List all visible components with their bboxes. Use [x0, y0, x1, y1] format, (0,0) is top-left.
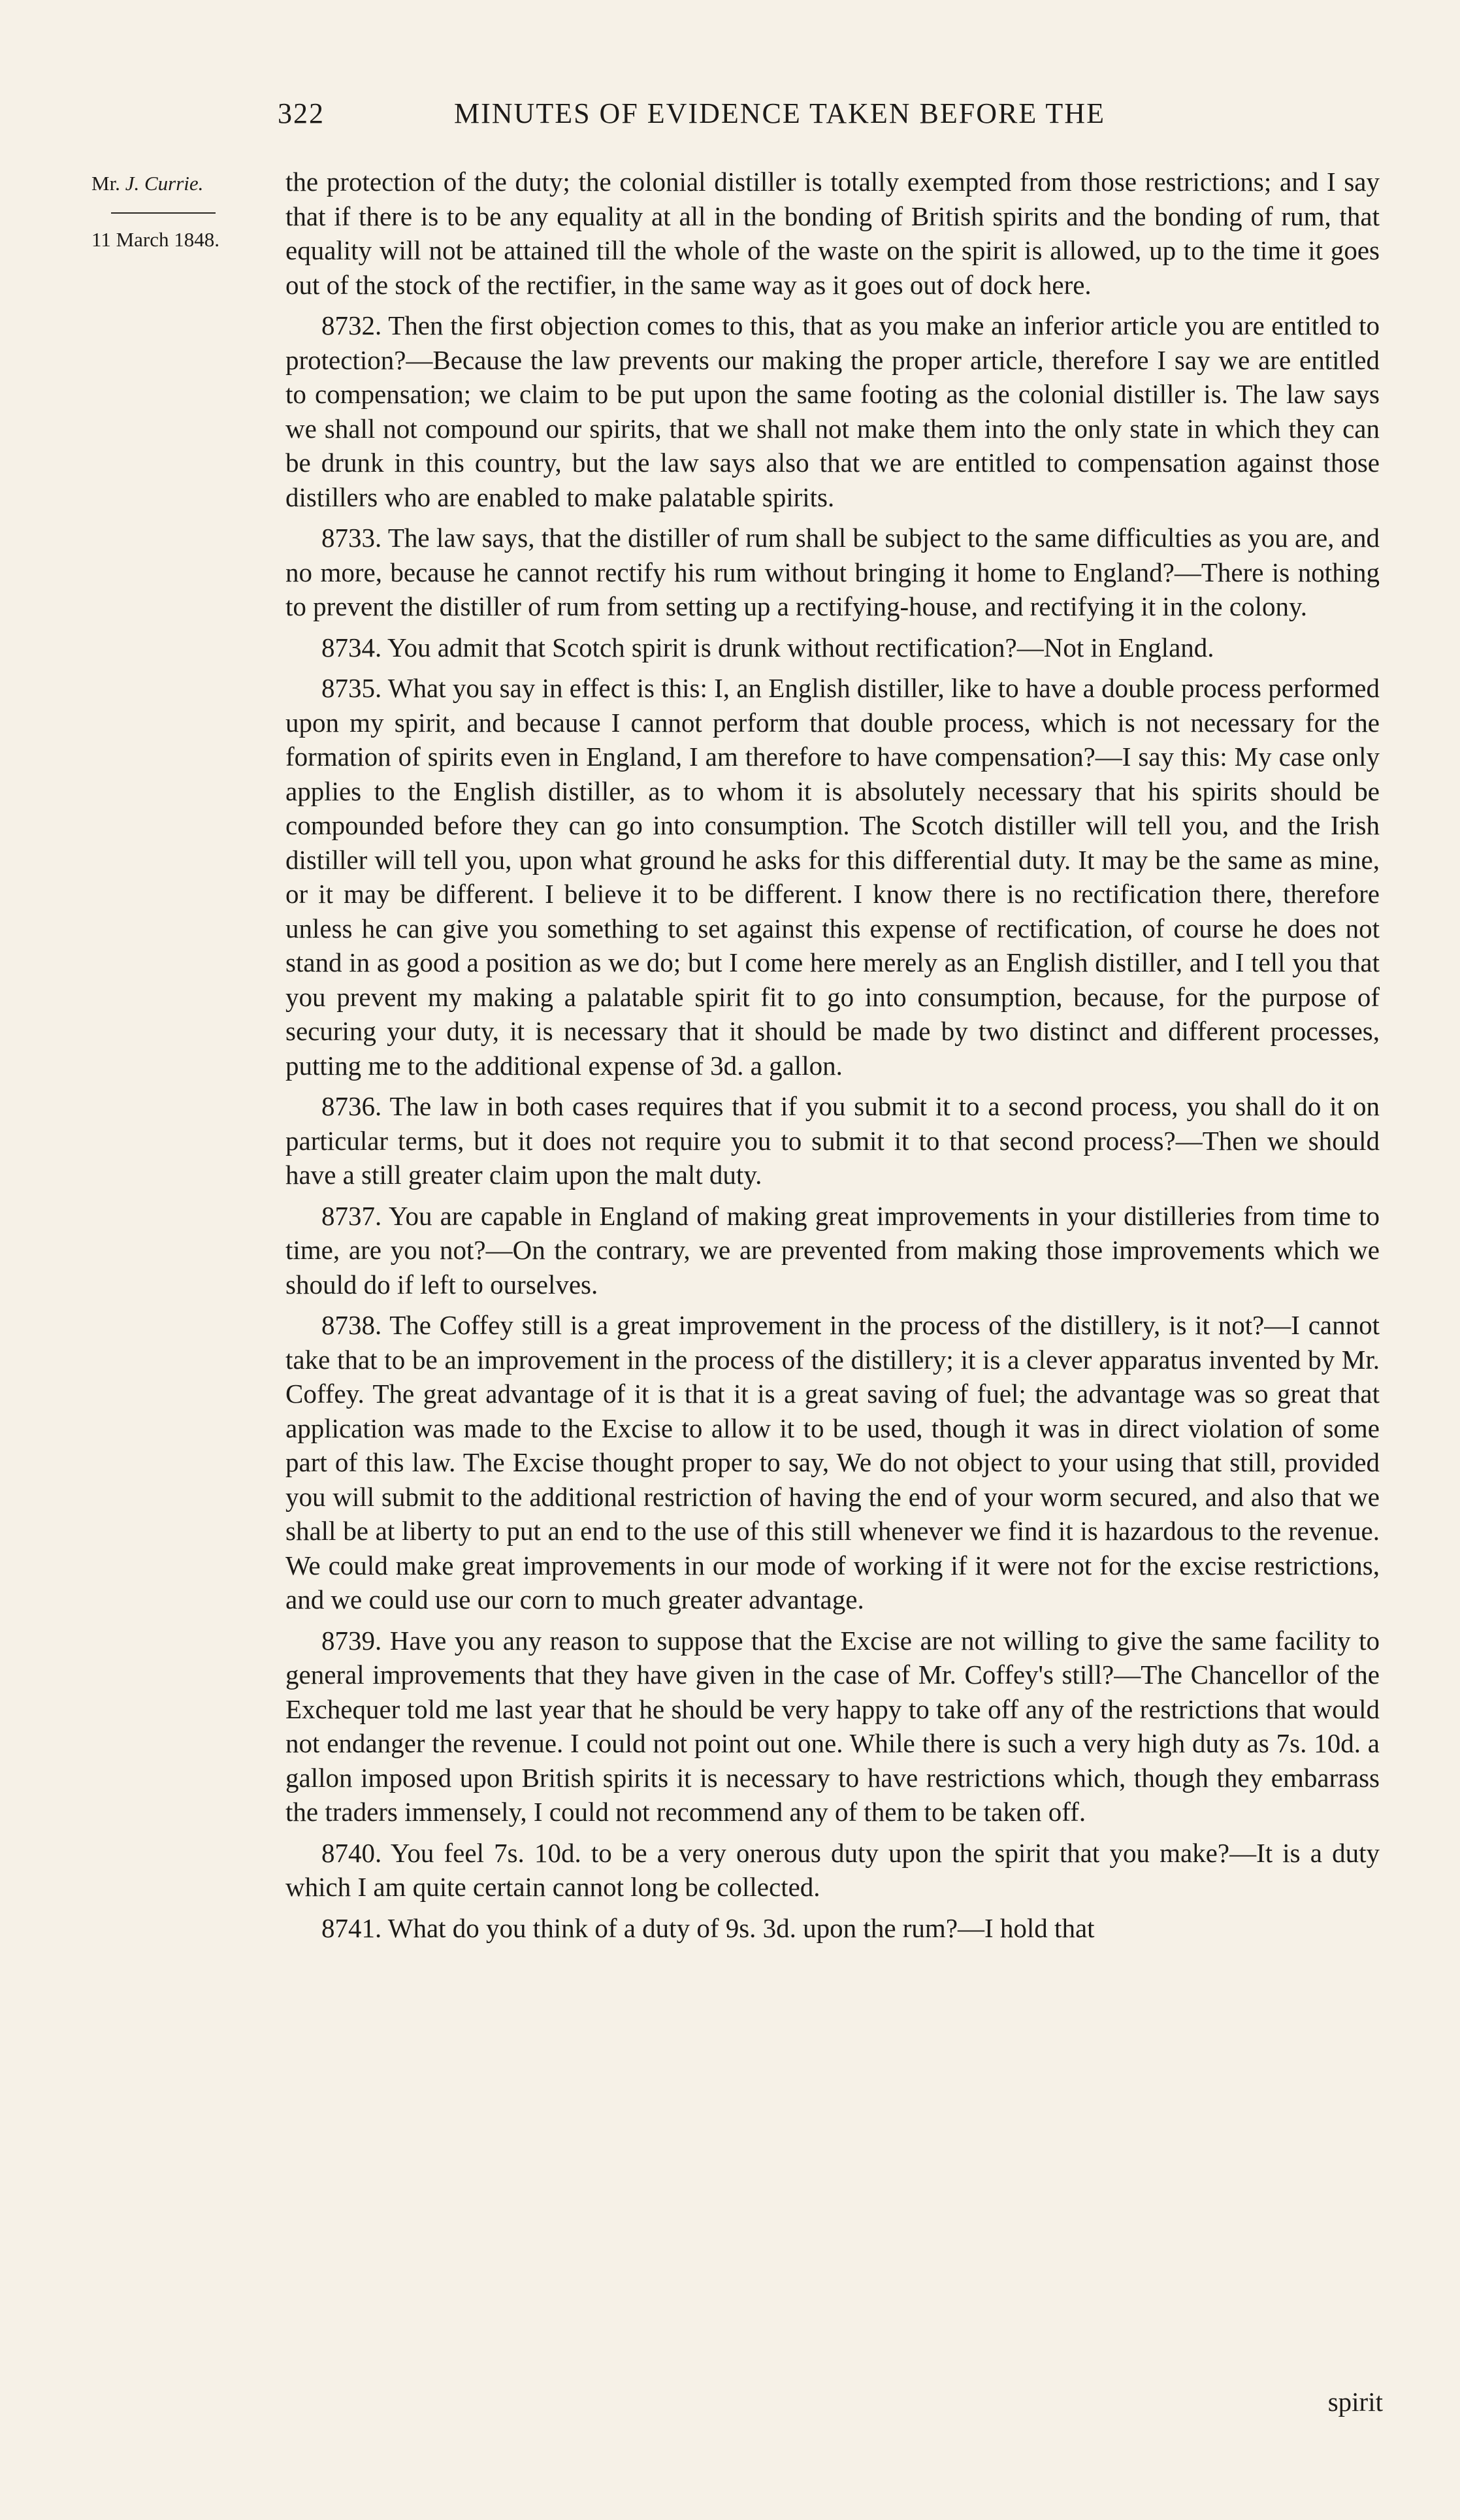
question-number: 8736. [321, 1091, 382, 1121]
question-number: 8740. [321, 1837, 382, 1868]
evidence-date: 11 March 1848. [91, 228, 220, 251]
paragraph-text: You are capable in England of making great improvements in your distilleries from time to time, are you not?—On the contrary, we are prevented from making those improvements which we should do if left to ourselves. [285, 1200, 1380, 1300]
paragraph [285, 1836, 1380, 1905]
question-number: 8735. [321, 673, 382, 703]
paragraph [285, 165, 1380, 302]
paragraph [285, 1624, 1380, 1829]
running-title: MINUTES OF EVIDENCE TAKEN BEFORE THE [454, 97, 1105, 129]
witness-name-line [91, 167, 281, 201]
witness-prefix: Mr. [91, 172, 125, 195]
paragraph-text: What do you think of a duty of 9s. 3d. upon the rum?—I hold that [387, 1912, 1095, 1943]
page-number: 322 [278, 97, 325, 129]
paragraph [285, 521, 1380, 624]
paragraph [285, 1089, 1380, 1192]
paragraph-text: The law in both cases requires that if you submit it to a second process, you shall do it on particular terms, but it does not require you to submit it to that second process?—Then we should have a still greater claim upon the malt duty. [285, 1091, 1380, 1190]
witness-name: J. Currie. [125, 172, 204, 195]
question-number: 8734. [321, 632, 382, 663]
paragraph [285, 1308, 1380, 1617]
paragraph [285, 308, 1380, 514]
question-number: 8737. [321, 1200, 382, 1231]
paragraph-text: The Coffey still is a great improvement in the process of the distillery, is it not?—I cannot take that to be an improvement in the process of the distillery; it is a clever apparatus invented by Mr. Coffey. The great advantage of it is that it is a great saving of fuel; the advantage was so great that application was made to the Excise to allow it to be used, though it was in direct violation of some part of this law. The Excise thought proper to say, We do not object to your using that still, provided you will submit to the additional restriction of having the end of your worm secured, and also that we shall be at liberty to put an end to the use of this still whenever we find it is hazardous to the revenue. We could make great improvements in our mode of working if it were not for the excise restrictions, and we could use our corn to much greater advantage. [285, 1310, 1380, 1614]
paragraph-text: The law says, that the distiller of rum shall be subject to the same difficulties as you are, and no more, because he cannot rectify his rum without bringing it home to England?—There is nothing to prevent the distiller of rum from setting up a rectifying-house, and rectifying it in the colony. [285, 523, 1380, 621]
paragraph [285, 1911, 1380, 1946]
catchword: spirit [1327, 2387, 1383, 2417]
paragraph [285, 671, 1380, 1083]
paragraph-text: Then the first objection comes to this, that as you make an inferior article you are entitled to protection?—Because the law prevents our making the proper article, therefore I say we are entitled to compensation; we claim to be put upon the same footing as the colonial distiller is. The law says we shall not compound our spirits, that we shall not make them into the only state in which they can be drunk in this country, but the law says also that we are entitled to compensation against those distillers who are enabled to make palatable spirits. [285, 310, 1380, 512]
paragraph [285, 1199, 1380, 1302]
paragraph-text: What you say in effect is this: I, an English distiller, like to have a double process performed upon my spirit, and because I cannot perform that double process, which is not necessary for the formation of spirits even in England, I am therefore to have compensation?—I say this: My case only applies to the English distiller, as to whom it is absolutely necessary that his spirits should be compounded before they can go into consumption. The Scotch distiller will tell you, and the Irish distiller will tell you, upon what ground he asks for this differential duty. It may be the same as mine, or it may be different. I believe it to be different. I know there is no rectification there, therefore unless he can give you something to set against this expense of rectification, of course he does not stand in as good a position as we do; but I come here merely as an English distiller, and I tell you that you prevent my making a palatable spirit fit to go into consumption, because, for the purpose of securing your duty, it is necessary that it should be made by two distinct and different processes, putting me to the additional expense of 3d. a gallon. [285, 673, 1380, 1081]
question-number: 8741. [321, 1912, 382, 1943]
margin-note [91, 167, 281, 257]
paragraph [285, 630, 1380, 665]
paragraph-text: You admit that Scotch spirit is drunk without rectification?—Not in England. [387, 632, 1214, 663]
question-number: 8739. [321, 1625, 382, 1656]
question-number: 8738. [321, 1310, 382, 1340]
margin-rule [111, 212, 216, 214]
question-number: 8732. [321, 310, 382, 340]
evidence-text [285, 165, 1380, 1952]
question-number: 8733. [321, 523, 382, 553]
running-header [278, 97, 1388, 130]
paragraph-text: You feel 7s. 10d. to be a very onerous duty upon the spirit that you make?—It is a duty which I am quite certain cannot long be collected. [285, 1837, 1380, 1902]
paragraph-text: the protection of the duty; the colonial distiller is totally exempted from those restrictions; and I say that if there is to be any equality at all in the bonding of British spirits and the bonding of rum, that equality will not be attained till the whole of the waste on the spirit is allowed, up to the time it goes out of the stock of the rectifier, in the same way as it goes out of dock here. [285, 167, 1380, 300]
paragraph-text: Have you any reason to suppose that the Excise are not willing to give the same facility to general improvements that they have given in the case of Mr. Coffey's still?—The Chancellor of the Exchequer told me last year that he should be very happy to take off any of the restrictions that would not endanger the revenue. I could not point out one. While there is such a very high duty as 7s. 10d. a gallon imposed upon British spirits it is necessary to have restrictions which, though they embarrass the traders immensely, I could not recommend any of them to be taken off. [285, 1625, 1380, 1827]
